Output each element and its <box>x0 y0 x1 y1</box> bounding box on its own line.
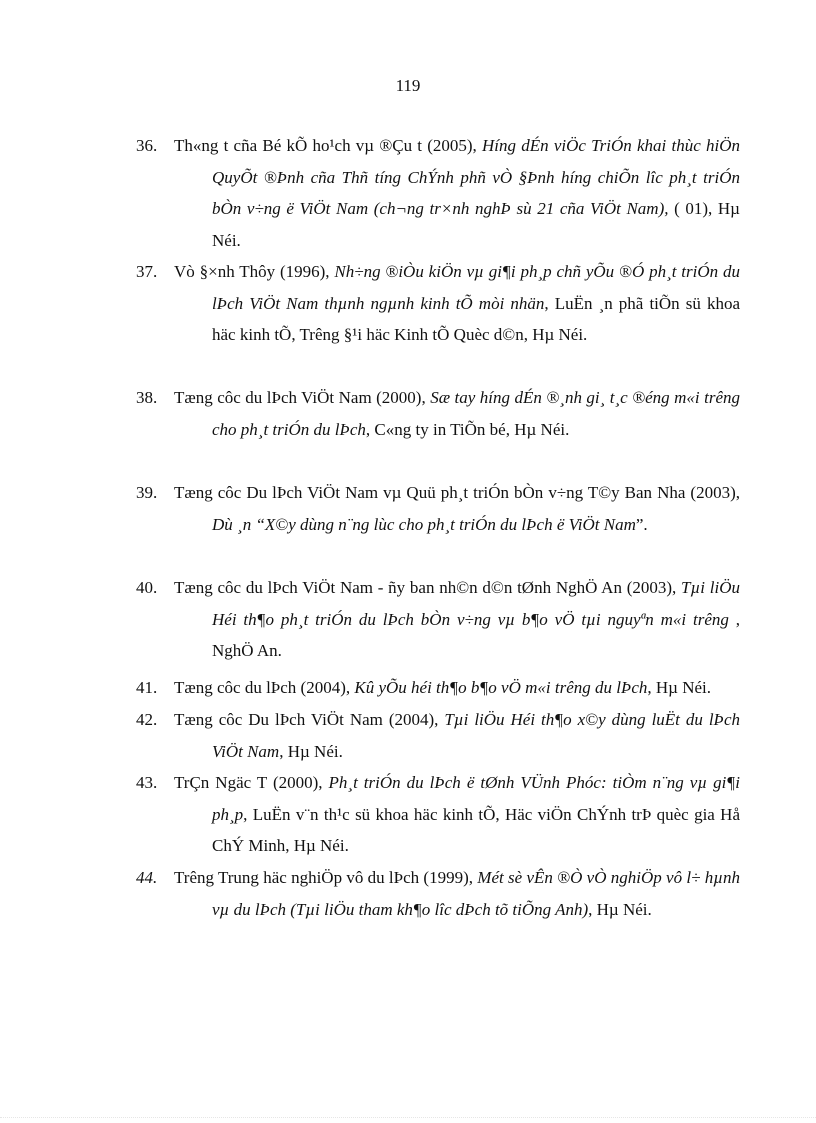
reference-title: Híng dÉn viÖc TriÓn khai thùc hiÖn QuyÕt ®Þnh cña Thñ tíng ChÝnh phñ vÒ §Þnh híng chiÕn lîc ph¸t triÓn bÒn v÷ng ë ViÖt Nam (ch¬ng tr×nh nghÞ sù 21 cña ViÖt Nam), <box>212 136 740 218</box>
reference-text <box>174 256 740 351</box>
reference-text <box>174 477 740 540</box>
reference-detail: ( 01), Hµ Néi. <box>212 199 740 250</box>
reference-detail: , Hµ Néi. <box>279 741 343 761</box>
reference-detail: , LuËn v¨n th¹c sü khoa häc kinh tÕ, Häc viÖn ChÝnh trÞ quèc gia Hå ChÝ Minh, Hµ Néi. <box>212 804 740 855</box>
reference-item <box>136 130 740 256</box>
reference-text <box>174 672 740 704</box>
page-bottom-divider <box>0 1117 816 1118</box>
reference-item <box>136 767 740 862</box>
reference-number: 36. <box>136 136 158 155</box>
reference-title: Dù ¸n “X©y dùng n¨ng lùc cho ph¸t triÓn du lÞch ë ViÖt Nam <box>212 514 636 534</box>
reference-detail: TrÇn Ngäc T (2000), <box>174 773 329 792</box>
reference-detail: , Hµ Néi. <box>588 899 652 919</box>
reference-item <box>136 477 740 540</box>
reference-title: Nh÷ng ®iÒu kiÖn vµ gi¶i ph¸p chñ yÕu ®Ó ph¸t triÓn du lÞch ViÖt Nam thµnh ngµnh kinh tÕ mòi nhän <box>212 262 740 313</box>
reference-number: 37. <box>136 262 158 281</box>
reference-number: 43. <box>136 773 158 792</box>
reference-item <box>136 672 740 704</box>
reference-item <box>136 704 740 767</box>
reference-detail: , Hµ Néi. <box>647 678 712 697</box>
reference-number: 42. <box>136 710 158 729</box>
reference-number: 44. <box>136 868 158 887</box>
reference-item <box>136 572 740 667</box>
reference-detail: , C«ng ty in TiÕn bé, Hµ Néi. <box>365 419 570 439</box>
reference-title: Tµi liÖu Héi th¶o ph¸t triÓn du lÞch bÒn v÷ng vµ b¶o vÖ tµi nguyªn m«i trêng <box>212 578 740 629</box>
reference-title: Sæ tay híng dÉn ®¸nh gi¸ t¸c ®éng m«i trêng cho ph¸t triÓn du lÞch <box>212 388 741 439</box>
reference-text <box>174 130 740 256</box>
reference-item <box>136 256 740 351</box>
reference-detail: Tæng côc Du lÞch ViÖt Nam (2004), <box>174 710 445 729</box>
reference-title: Kû yÕu héi th¶o b¶o vÖ m«i trêng du lÞch <box>354 678 648 697</box>
reference-detail: Tæng côc du lÞch (2004), <box>174 678 355 697</box>
reference-detail: , LuËn ¸n phã tiÕn sü khoa häc kinh tÕ, Trêng §¹i häc Kinh tÕ Quèc d©n, Hµ Néi. <box>212 293 740 344</box>
reference-text <box>174 767 740 862</box>
reference-detail: Vò §×nh Thôy (1996), <box>174 262 335 281</box>
reference-detail: ”. <box>635 514 648 534</box>
reference-number: 41. <box>136 678 158 697</box>
reference-detail: Tæng côc du lÞch ViÖt Nam - ñy ban nh©n d©n tØnh NghÖ An (2003), <box>174 578 682 597</box>
reference-detail: , NghÖ An. <box>212 609 741 660</box>
reference-title: Ph¸t triÓn du lÞch ë tØnh VÜnh Phóc: tiÒm n¨ng vµ gi¶i ph¸p <box>212 773 740 824</box>
reference-text <box>174 862 740 925</box>
reference-item <box>136 382 740 445</box>
reference-text <box>174 382 740 445</box>
reference-detail: Trêng Trung häc nghiÖp vô du lÞch (1999), <box>174 868 478 887</box>
reference-detail: Tæng côc du lÞch ViÖt Nam (2000), <box>174 388 431 407</box>
reference-text <box>174 704 740 767</box>
reference-number: 38. <box>136 388 158 407</box>
reference-title: Tµi liÖu Héi th¶o x©y dùng luËt du lÞch ViÖt Nam <box>212 710 740 761</box>
reference-detail: Th«ng t cña Bé kÕ ho¹ch vµ ®Çu t (2005), <box>174 136 483 155</box>
reference-text <box>174 572 740 667</box>
page-number: 119 <box>395 76 421 95</box>
reference-item <box>136 862 740 925</box>
reference-number: 40. <box>136 578 158 597</box>
reference-number: 39. <box>136 483 158 502</box>
reference-title: Mét sè vÊn ®Ò vÒ nghiÖp vô l÷ hµnh vµ du lÞch (Tµi liÖu tham kh¶o lîc dÞch tõ tiÕng Anh) <box>212 868 740 919</box>
reference-detail: Tæng côc Du lÞch ViÖt Nam vµ Quü ph¸t triÓn bÒn v÷ng T©y Ban Nha (2003), <box>174 483 740 502</box>
